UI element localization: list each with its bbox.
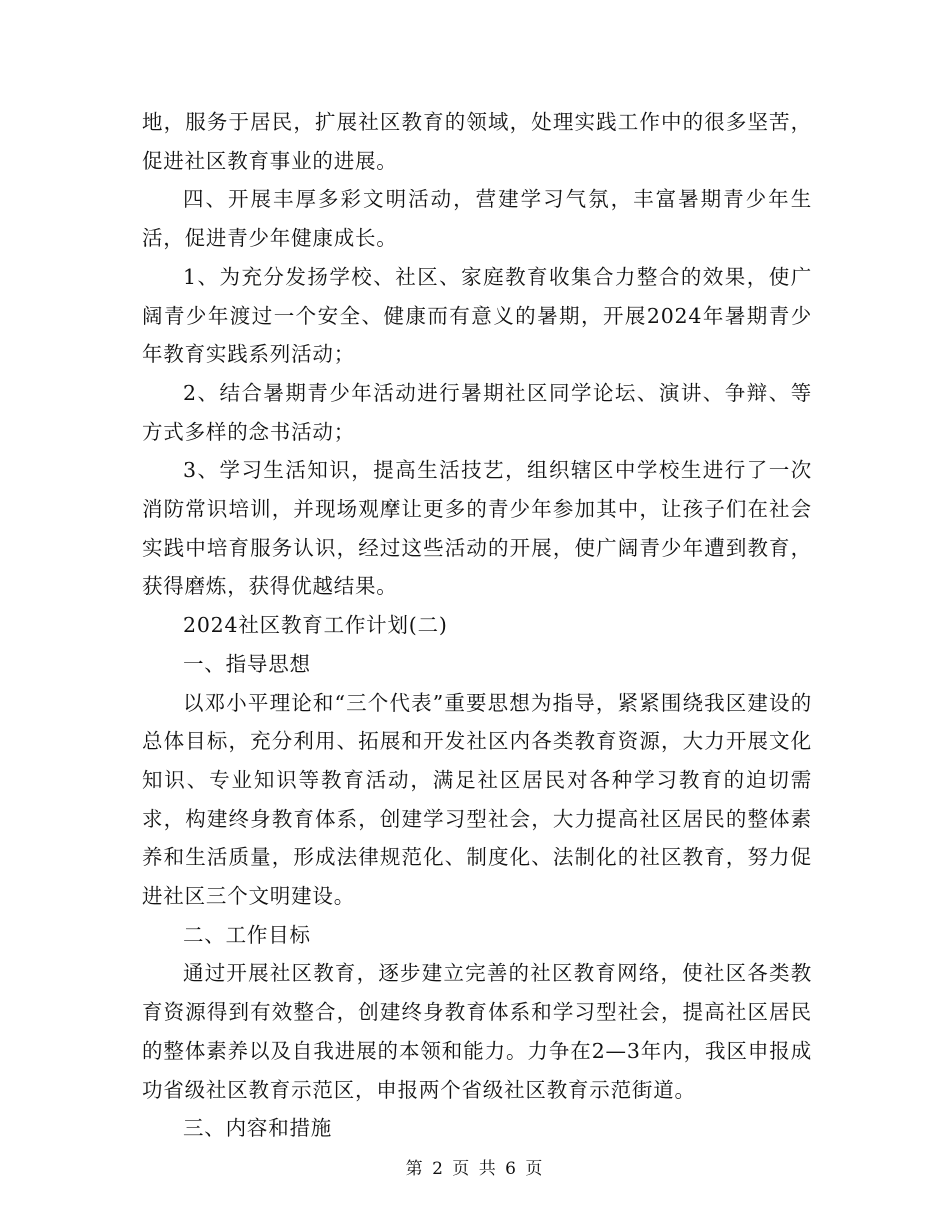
paragraph-heading-work-goals: 二、工作目标 (183, 922, 311, 947)
page-number-footer: 第 2 页 共 6 页 (405, 1159, 545, 1179)
paragraph-section-four-heading: 四、开展丰厚多彩文明活动，营建学习气氛，丰富暑期青少年生活，促进青少年健康成长。 (142, 187, 812, 251)
paragraph-item-3: 3、学习生活知识，提高生活技艺，组织辖区中学校生进行了一次消防常识培训，并现场观摩让更多的青少年参加其中，让孩子们在社会实践中培育服务认识，经过这些活动的开展，使广阔青少年遭到教育，获得磨炼，获得优越结果。 (142, 458, 812, 599)
paragraph-work-goals: 通过开展社区教育，逐步建立完善的社区教育网络，使社区各类教育资源得到有效整合，创建终身教育体系和学习型社会，提高社区居民的整体素养以及自我进展的本领和能力。力争在2—3年内，我区申报成功省级社区教育示范区，申报两个省级社区教育示范街道。 (142, 961, 812, 1102)
paragraph-heading-content-measures: 三、内容和措施 (183, 1116, 333, 1141)
document-body (142, 103, 812, 1148)
paragraph-item-1: 1、为充分发扬学校、社区、家庭教育收集合力整合的效果，使广阔青少年渡过一个安全、健康而有意义的暑期，开展2024年暑期青少年教育实践系列活动； (142, 264, 812, 367)
paragraph-plan-title: 2024社区教育工作计划(二) (183, 613, 448, 638)
paragraph-guiding-thought: 以邓小平理论和“三个代表”重要思想为指导，紧紧围绕我区建设的总体目标，充分利用、拓展和开发社区内各类教育资源，大力开展文化知识、专业知识等教育活动，满足社区居民对各种学习教育的迫切需求，构建终身教育体系，创建学习型社会，大力提高社区居民的整体素养和生活质量，形成法律规范化、制度化、法制化的社区教育，努力促进社区三个文明建设。 (142, 690, 812, 909)
paragraph-continuation: 地，服务于居民，扩展社区教育的领域，处理实践工作中的很多坚苦，促进社区教育事业的进展。 (142, 110, 812, 173)
paragraph-heading-guiding-thought: 一、指导思想 (183, 651, 311, 676)
paragraph-item-2: 2、结合暑期青少年活动进行暑期社区同学论坛、演讲、争辩、等方式多样的念书活动； (142, 380, 812, 444)
